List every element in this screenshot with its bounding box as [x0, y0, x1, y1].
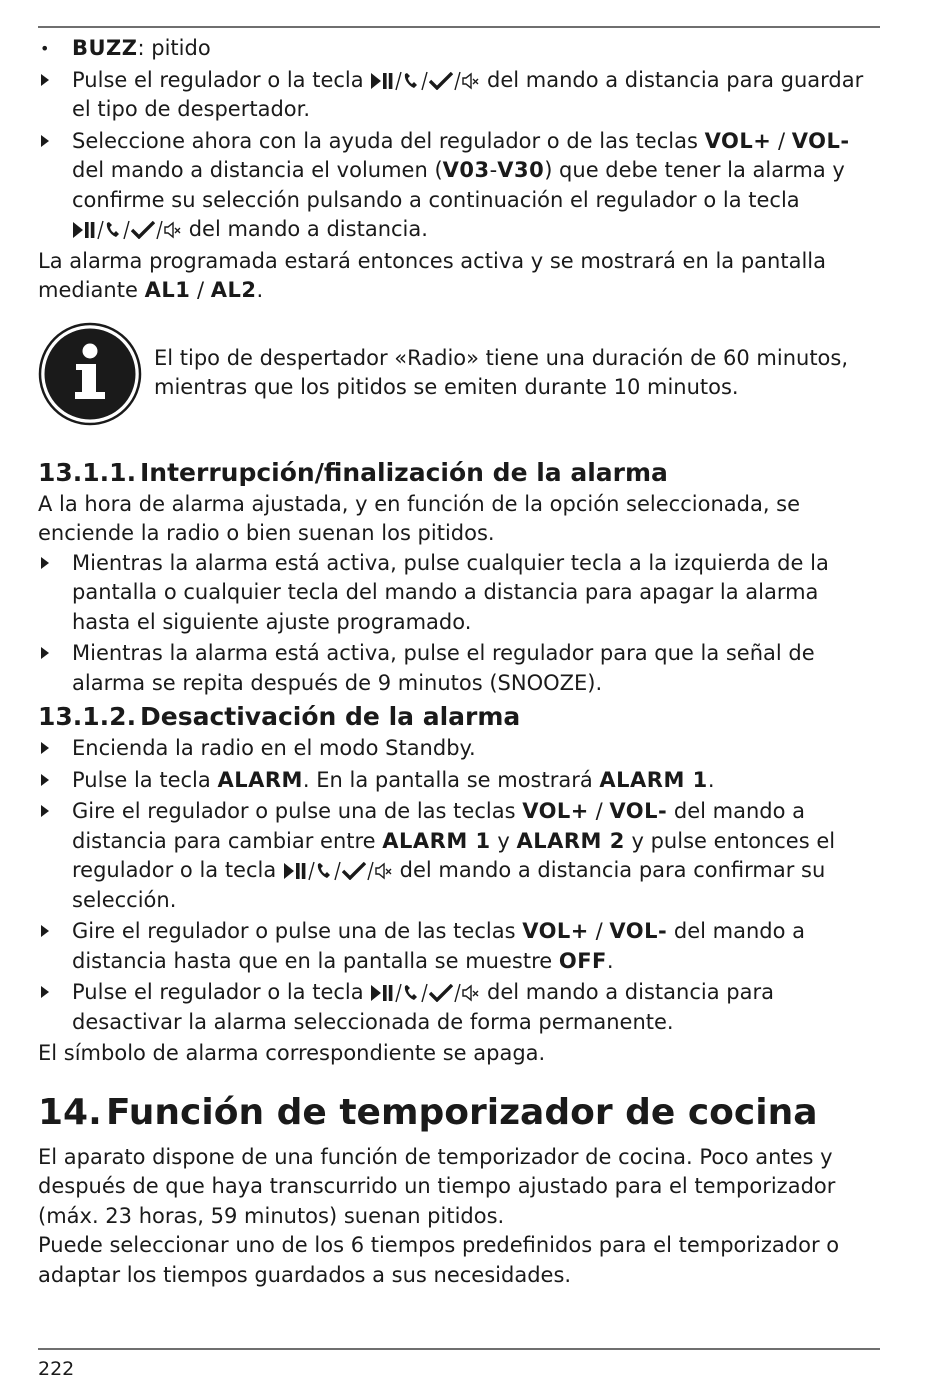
step-text: Seleccione ahora con la ayuda del regulador o de las teclas — [72, 128, 698, 153]
list-item-press-alarm — [38, 766, 880, 796]
step-arrow-icon — [38, 734, 58, 764]
slash-separator — [421, 983, 428, 1003]
key-vol-plus: VOL+ — [704, 128, 772, 153]
step-text: Pulse el regulador o la tecla — [72, 67, 364, 92]
step-arrow-icon — [38, 639, 58, 669]
separator: / — [771, 128, 792, 153]
step-arrow-icon — [38, 127, 58, 157]
step-arrow-icon — [38, 978, 58, 1008]
step-text: y pulse entonces el regulador o la tecla — [72, 828, 836, 882]
list-item-set-off — [38, 917, 880, 976]
list-item-volume — [38, 127, 880, 245]
list-item-buzz — [38, 34, 880, 64]
key-vol-plus: VOL+ — [522, 919, 589, 943]
slash-separator — [454, 983, 461, 1003]
display-off: OFF — [558, 948, 607, 973]
remote-keys-group — [370, 983, 480, 1003]
step-text: del mando a distancia el volumen ( — [72, 158, 443, 182]
display-alarm-1: ALARM 1 — [599, 767, 708, 792]
slash-separator — [395, 71, 402, 91]
page-number: 222 — [38, 1358, 75, 1380]
step-text: Gire el regulador o pulse una de las teclas — [72, 919, 523, 943]
step-arrow-icon — [38, 797, 58, 827]
remote-keys-group — [283, 861, 393, 881]
period: . — [606, 948, 614, 973]
checkmark-icon — [429, 72, 453, 90]
step-text: del mando a distancia. — [188, 217, 428, 241]
display-alarm-1: ALARM 1 — [382, 828, 491, 853]
slash-separator — [156, 220, 163, 240]
step-text: Encienda la radio en el modo Standby. — [72, 736, 476, 760]
step-text: Mientras la alarma está activa, pulse cualquier tecla a la izquierda de la pantalla o cualquier tecla del mando a distancia para apagar la alarma hasta el siguiente ajuste programado. — [72, 550, 829, 634]
slash-separator — [454, 71, 461, 91]
key-vol-plus: VOL+ — [522, 799, 589, 823]
list-item-standby — [38, 734, 880, 764]
play-pause-icon — [370, 984, 394, 1002]
step-text: del mando a distancia para cambiar entre — [72, 799, 805, 853]
list-item-deactivate — [38, 978, 880, 1037]
step-arrow-icon — [38, 917, 58, 947]
key-alarm: ALARM — [217, 767, 303, 792]
display-al2: AL2 — [210, 278, 257, 302]
list-item-stop-alarm — [38, 549, 880, 638]
paragraph-alarm-active — [38, 247, 880, 306]
step-text: y — [490, 828, 517, 853]
step-text: del mando a distancia para desactivar la alarma seleccionada de forma permanente. — [72, 980, 774, 1034]
paragraph-intro: A la hora de alarma ajustada, y en función de la opción seleccionada, se enciende la radio o bien suenan los pitidos. — [38, 491, 801, 545]
paragraph-kitchen-timer-intro: El aparato dispone de una función de temporizador de cocina. Poco antes y después de que haya transcurrido un tiempo ajustado para el temporizador (máx. 23 horas, 59 minutos) suenan pitidos. — [38, 1144, 836, 1228]
heading-title: Interrupción/finalización de la alarma — [140, 457, 668, 487]
separator: / — [190, 278, 211, 302]
slash-separator — [308, 861, 315, 881]
info-note — [38, 322, 880, 426]
play-pause-icon — [72, 221, 96, 239]
separator: - — [489, 158, 498, 182]
slash-separator — [421, 71, 428, 91]
heading-13-1-1 — [38, 456, 880, 490]
step-arrow-icon — [38, 766, 58, 796]
slash-separator — [395, 983, 402, 1003]
slash-separator — [367, 861, 374, 881]
key-vol-minus: VOL- — [609, 799, 668, 823]
slash-separator — [97, 220, 104, 240]
checkmark-icon — [342, 862, 366, 880]
step-text: Gire el regulador o pulse una de las teclas — [72, 799, 523, 823]
speaker-mute-icon — [164, 221, 182, 239]
play-pause-icon — [370, 72, 394, 90]
period: . — [707, 767, 715, 792]
volume-max-label: V30 — [497, 158, 545, 182]
step-text: del mando a distancia para guardar el tipo de despertador. — [72, 67, 864, 121]
remote-keys-group — [72, 220, 182, 240]
bullet-dot: • — [40, 39, 50, 58]
slash-separator — [334, 861, 341, 881]
separator: / — [588, 919, 610, 943]
paragraph-text: La alarma programada estará entonces activa y se mostrará en la pantalla mediante — [38, 248, 826, 302]
step-text: Pulse el regulador o la tecla — [72, 980, 364, 1004]
step-text: Mientras la alarma está activa, pulse el regulador para que la señal de alarma se repita después de 9 minutos (SNOOZE). — [72, 641, 815, 695]
checkmark-icon — [131, 221, 155, 239]
heading-title: Función de temporizador de cocina — [106, 1091, 818, 1133]
list-item-save-wake-type — [38, 66, 880, 125]
slash-separator — [123, 220, 130, 240]
step-arrow-icon — [38, 549, 58, 579]
heading-title: Desactivación de la alarma — [140, 702, 521, 731]
step-arrow-icon — [38, 66, 58, 96]
period: . — [256, 278, 264, 302]
key-vol-minus: VOL- — [609, 919, 668, 943]
top-divider — [38, 26, 880, 28]
play-pause-icon — [283, 862, 307, 880]
buzz-description: : pitido — [137, 36, 211, 60]
heading-number: 14. — [38, 1091, 102, 1133]
volume-min-label: V03 — [442, 158, 490, 182]
paragraph-kitchen-timer-presets: Puede seleccionar uno de los 6 tiempos predefinidos para el temporizador o adaptar los tiempos guardados a sus necesidades. — [38, 1233, 840, 1287]
info-note-text: El tipo de despertador «Radio» tiene una duración de 60 minutos, mientras que los pitidos se emiten durante 10 minutos. — [154, 345, 849, 399]
keyword-buzz: BUZZ — [72, 36, 138, 60]
step-text: ) que debe tener la alarma y confirme su selección pulsando a continuación el regulador o la tecla — [72, 158, 845, 212]
step-text: del mando a distancia hasta que en la pantalla se muestre — [72, 919, 805, 973]
heading-13-1-2 — [38, 700, 880, 734]
step-text: Pulse la tecla — [72, 767, 218, 792]
phone-icon — [105, 221, 122, 239]
speaker-mute-icon — [462, 72, 480, 90]
speaker-mute-icon — [375, 862, 393, 880]
heading-number: 13.1.1. — [38, 457, 137, 487]
separator: / — [588, 799, 610, 823]
step-text: del mando a distancia para confirmar su selección. — [72, 858, 826, 912]
display-al1: AL1 — [144, 278, 191, 302]
step-text: . En la pantalla se mostrará — [302, 767, 600, 792]
key-vol-minus: VOL- — [791, 128, 850, 153]
paragraph-closing: El símbolo de alarma correspondiente se apaga. — [38, 1041, 546, 1065]
heading-number: 13.1.2. — [38, 702, 137, 731]
list-item-switch-alarm — [38, 797, 880, 915]
page-content — [38, 34, 880, 1290]
phone-icon — [403, 984, 420, 1002]
info-icon — [38, 322, 142, 426]
phone-icon — [316, 862, 333, 880]
phone-icon — [403, 72, 420, 90]
speaker-mute-icon — [462, 984, 480, 1002]
heading-14 — [38, 1091, 880, 1135]
display-alarm-2: ALARM 2 — [516, 828, 625, 853]
bottom-divider — [38, 1348, 880, 1350]
checkmark-icon — [429, 984, 453, 1002]
list-item-snooze — [38, 639, 880, 698]
remote-keys-group — [370, 71, 480, 91]
